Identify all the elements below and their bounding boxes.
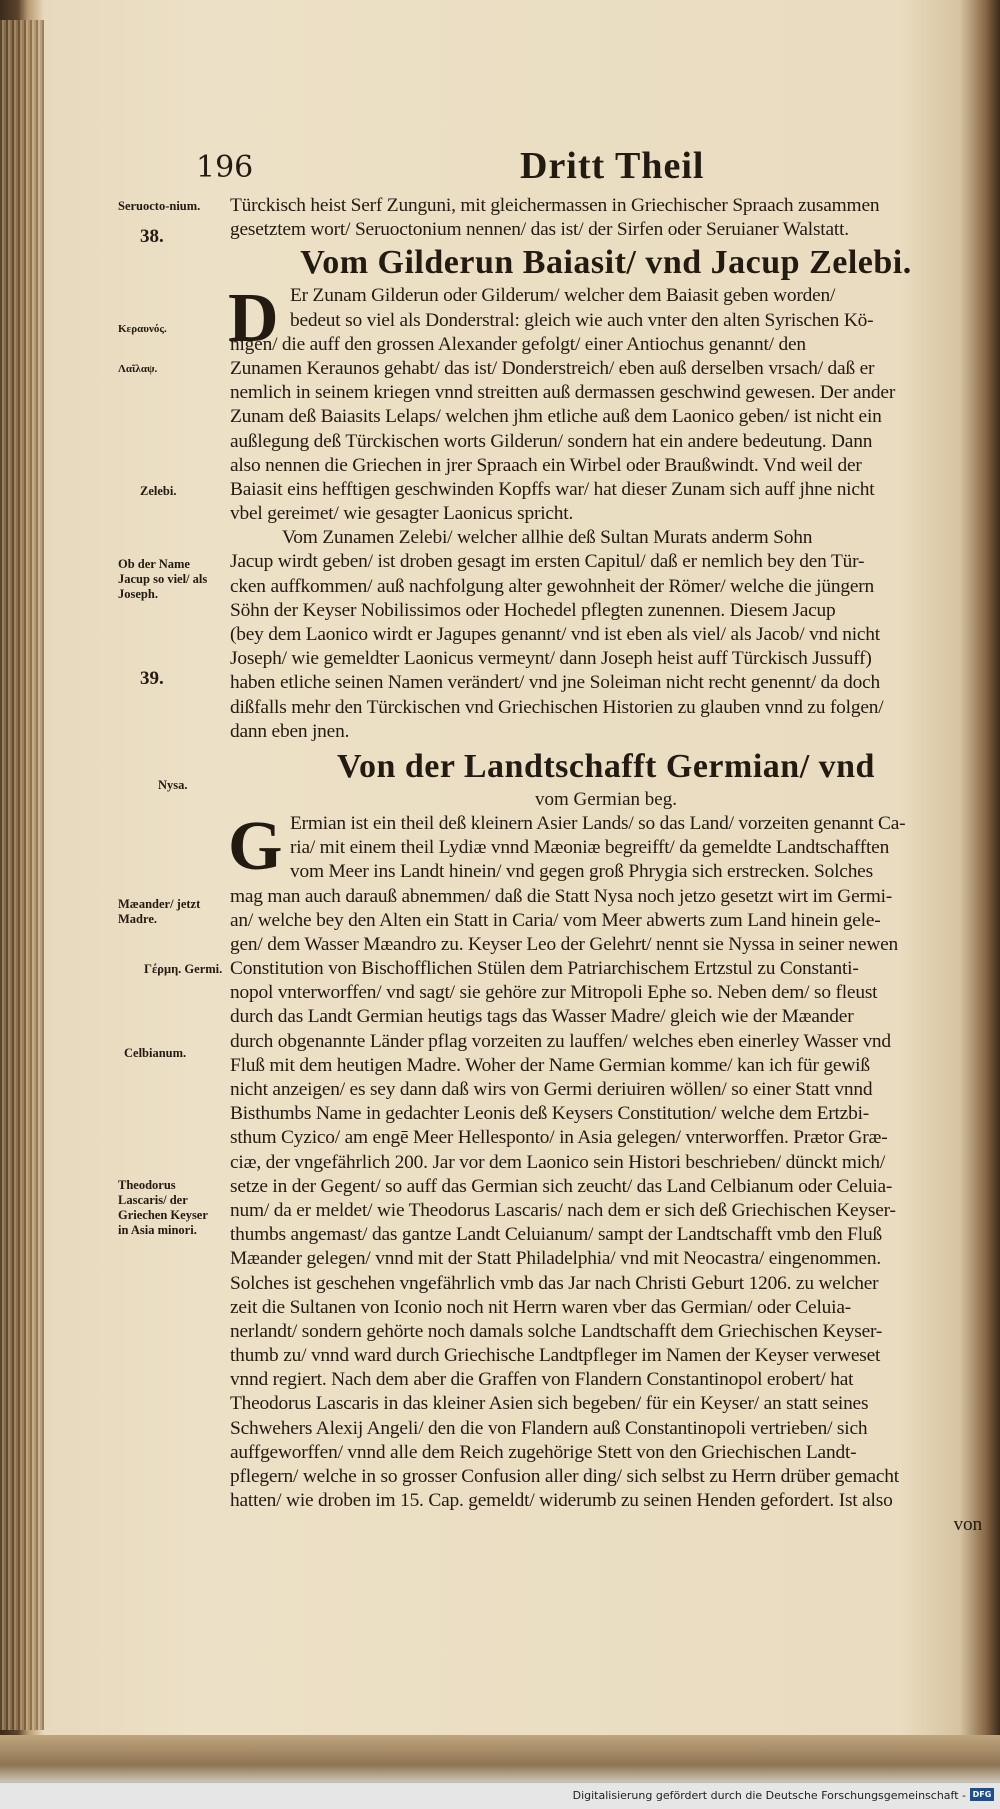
text-line: Söhn der Keyser Nobilissimos oder Hochedel pflegten zunennen. Diesem Jacup bbox=[230, 599, 836, 621]
text-line: Türckisch heist Serf Zunguni, mit gleichermassen in Griechischer Spraach zusammen bbox=[230, 195, 880, 216]
margin-note-lelaps: Λαῖλαψ. bbox=[118, 363, 158, 375]
text-line: gesetztem wort/ Seruoctonium nennen/ das ist/ der Sirfen oder Seruianer Walstatt. bbox=[230, 219, 849, 241]
section2-lines bbox=[230, 885, 982, 1514]
margin-note-zelebi: Zelebi. bbox=[140, 484, 177, 498]
text-line: Zunamen Keraunos gehabt/ das ist/ Donderstreich/ eben auß derselben vrsach/ daß er bbox=[230, 357, 875, 379]
running-head: Dritt Theil bbox=[520, 145, 705, 187]
text-line: dißfalls mehr den Türckischen vnd Griechischen Historien zu glauben vnnd zu folgen/ bbox=[230, 696, 884, 718]
text-line: sthum Cyzico/ am engē Meer Hellesponto/ in Asia gelegen/ vnterworffen. Prætor Græ- bbox=[230, 1127, 888, 1149]
text-line: Constitution von Bischofflichen Stülen dem Patriarchischem Ertzstul zu Constanti- bbox=[230, 958, 859, 980]
text-line: nemlich in seinem kriegen vnnd streitten auß dermassen geschwind gewesen. Der ander bbox=[230, 382, 896, 404]
text-line: gen/ dem Wasser Mæandro zu. Keyser Leo der Gelehrt/ nennt sie Nyssa in seiner newen bbox=[230, 933, 899, 955]
text-line: ria/ mit einem theil Lydiæ vnnd Mæoniæ begreifft/ da gemeldte Landtschafften bbox=[290, 837, 890, 859]
text-line: nopol vnterworffen/ vnd sagt/ sie gehöre zur Mitropoli Ephe so. Neben dem/ so fleust bbox=[230, 982, 878, 1004]
text-line: nerlandt/ sondern gehörte noch damals solche Landtschafft dem Griechischen Keyser- bbox=[230, 1320, 883, 1342]
text-line: nicht anzeigen/ es sey dann daß wirs von Germi deriuiren wöllen/ so einer Statt vnnd bbox=[230, 1079, 873, 1100]
text-line: auffgeworffen/ vnnd alle dem Reich zugehörige Stett von den Griechischen Landt- bbox=[230, 1441, 857, 1463]
margin-note-nysa: Nysa. bbox=[158, 778, 188, 792]
text-line: also nennen die Griechen in jrer Spraach ein Wirbel oder Braußwindt. Vnd weil der bbox=[230, 454, 862, 476]
text-line: haben etliche seinen Namen verändert/ vnd jne Soleiman nicht recht genennt/ da doch bbox=[230, 672, 880, 694]
text-line: pflegern/ welche in so grosser Confusion aller ding/ sich selbst zu Herrn drüber gemacht bbox=[230, 1466, 899, 1487]
margin-number-39: 39. bbox=[140, 668, 164, 689]
text-line: num/ da er meldet/ wie Theodorus Lascaris/ nach dem er sich deß Griechischen Keyser- bbox=[230, 1199, 896, 1221]
dfg-logo: DFG bbox=[970, 1788, 994, 1801]
margin-note-seruoctonium: Seruocto-nium. bbox=[118, 199, 201, 213]
text-line: Theodorus Lascaris in das kleiner Asien sich begeben/ für ein Keyser/ an statt seines bbox=[230, 1393, 869, 1415]
text-line: hatten/ wie droben im 15. Cap. gemeldt/ widerumb zu seinen Henden gefordert. Ist also bbox=[230, 1490, 893, 1512]
text-line: Ermian ist ein theil deß kleinern Asier Lands/ so das Land/ vorzeiten genannt Ca- bbox=[290, 812, 906, 834]
text-line: bedeut so viel als Donderstral: gleich wie auch vnter den alten Syrischen Kö- bbox=[290, 309, 874, 331]
dropcap-paragraph bbox=[228, 807, 982, 885]
section-heading-gilderun: Vom Gilderun Baiasit/ vnd Jacup Zelebi. bbox=[300, 244, 912, 282]
text-line: vom Meer ins Landt hinein/ vnd gegen groß Phrygia sich erstrecken. Solches bbox=[290, 861, 873, 883]
text-line: Zunam deß Baiasits Lelaps/ welchen jhm etliche auß dem Laonico geben/ ist nicht ein bbox=[230, 406, 882, 428]
section-subheading-germian-beg: vom Germian beg. bbox=[535, 788, 677, 810]
margin-number-38: 38. bbox=[140, 226, 164, 247]
catchword: von bbox=[953, 1514, 982, 1536]
text-line: Solches ist geschehen vngefährlich vmb das Jar nach Christi Geburt 1206. zu welcher bbox=[230, 1272, 879, 1294]
text-line: Joseph/ wie gemeldter Laonicus vermeynt/ dann Joseph heist auff Türckisch Jussuff) bbox=[230, 648, 872, 670]
text-line: Vom Zunamen Zelebi/ welcher allhie deß Sultan Murats anderm Sohn bbox=[282, 527, 813, 549]
text-line: thumb zu/ vnnd ward durch Griechische Landtpfleger im Namen der Keyser verweset bbox=[230, 1345, 881, 1367]
text-line: (bey dem Laonico wirdt er Jagupes genannt/ vnd ist eben als viel/ als Jacob/ vnd nicht bbox=[230, 624, 880, 645]
book-page-edges bbox=[0, 20, 44, 1730]
section-heading-germian: Von der Landtschafft Germian/ vnd bbox=[337, 747, 875, 785]
drop-cap-d: D bbox=[228, 280, 279, 358]
margin-note-germi: Γέρμη. Germi. bbox=[144, 962, 223, 976]
section1-paragraph2 bbox=[230, 526, 982, 744]
page-number: 196 bbox=[196, 150, 254, 185]
text-line: ciæ, der vngefährlich 200. Jar vor dem Laonico sein Histori beschrieben/ dünckt mich/ bbox=[230, 1151, 886, 1173]
text-line: vbel gereimet/ wie gesagter Laonicus spricht. bbox=[230, 503, 574, 525]
text-line: Er Zunam Gilderun oder Gilderum/ welcher dem Baiasit geben worden/ bbox=[290, 285, 836, 307]
footer-credit-text: Digitalisierung gefördert durch die Deutsche Forschungsgemeinschaft - bbox=[572, 1789, 966, 1802]
margin-note-celbianum: Celbianum. bbox=[124, 1046, 187, 1060]
text-line: Fluß mit dem heutigen Madre. Woher der Name Germian komme/ kan ich für gewiß bbox=[230, 1054, 870, 1076]
text-line: thumbs angemast/ das gantze Landt Celuianum/ sampt der Landtschafft vmb den Fluß bbox=[230, 1224, 882, 1246]
text-line: an/ welche bey den Alten ein Statt in Caria/ vom Meer abwerts zum Land hinein gele- bbox=[230, 909, 881, 931]
text-line: Baiasit eins hefftigen geschwinden Kopffs war/ hat dieser Zunam sich auff jhne nicht bbox=[230, 478, 875, 500]
margin-note-keraunos: Κεραυνός. bbox=[118, 323, 167, 335]
text-line: nigen/ die auff den grossen Alexander gefolgt/ einer Antiochus genannt/ den bbox=[230, 333, 806, 355]
margin-note-jacup-joseph: Ob der Name Jacup so viel/ als Joseph. bbox=[118, 557, 208, 601]
text-line: Bisthumbs Name in gedachter Leonis deß Keysers Constitution/ welche dem Ertzbi- bbox=[230, 1103, 870, 1125]
text-line: außlegung deß Türckischen worts Gilderun/ sondern hat ein andere bedeutung. Dann bbox=[230, 430, 873, 452]
text-line: durch obgenannte Länder pflag vorzeiten zu lauffen/ welches eben einerley Wasser vnd bbox=[230, 1030, 891, 1052]
text-line: mag man auch darauß abnemmen/ daß die Statt Nysa noch jetzo gesetzt wirt im Germi- bbox=[230, 885, 893, 907]
drop-cap-g: G bbox=[228, 807, 283, 885]
section1-lines bbox=[230, 333, 982, 527]
text-line: dann eben jnen. bbox=[230, 720, 350, 742]
text-line: setze in der Gegent/ so auff das Germian sich zeucht/ das Land Celbianum oder Celuia- bbox=[230, 1175, 893, 1197]
text-line: cken auffkommen/ auß nachfolgung alter gewohnheit der Römer/ welche die jüngern bbox=[230, 575, 874, 597]
margin-note-theodorus: Theodorus Lascaris/ der Griechen Keyser in Asia minori. bbox=[118, 1178, 208, 1237]
margin-note-maeander: Mæander/ jetzt Madre. bbox=[118, 897, 201, 926]
text-line: Mæander gelegen/ vnnd mit der Statt Philadelphia/ vnd mit Neocastra/ eingenommen. bbox=[230, 1248, 882, 1270]
text-line: Schwehers Alexij Angeli/ den die von Flandern auß Constantinopoli vertrieben/ sich bbox=[230, 1417, 868, 1439]
text-line: durch das Landt Germian heutigs tags das Wasser Madre/ gleich wie der Mæander bbox=[230, 1006, 854, 1028]
book-bottom-edge bbox=[0, 1735, 1000, 1785]
main-text-block bbox=[230, 194, 982, 1538]
text-line: zeit die Sultanen von Iconio noch nit Herrn waren vber das Germian/ oder Celuia- bbox=[230, 1296, 851, 1318]
text-line: vnnd regiert. Nach dem aber die Graffen von Flandern Constantinopol erobert/ hat bbox=[230, 1369, 854, 1391]
text-line: Jacup wirdt geben/ ist droben gesagt im ersten Capitul/ daß er nemlich bey den Tür- bbox=[230, 551, 865, 573]
